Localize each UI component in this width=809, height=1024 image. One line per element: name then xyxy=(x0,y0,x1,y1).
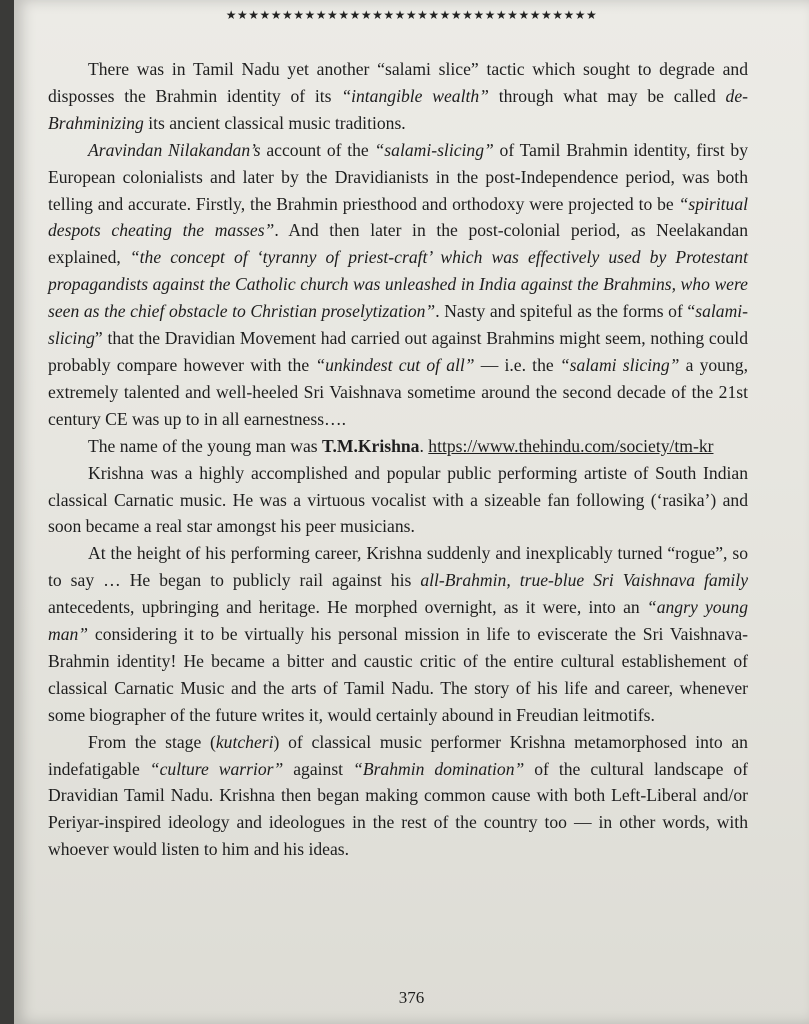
paragraph-4: Krishna was a highly accomplished and popular public performing artiste of South Indian classical Carnatic music. He was a virtuous vocalist with a sizeable fan following (‘rasika’) and soon became a real star amongst his peer musicians. xyxy=(48,462,748,537)
book-page xyxy=(14,0,809,1024)
paragraph-2 xyxy=(48,137,748,433)
text-run: . And then later in the post-colonial period, as Neelakandan explained, xyxy=(48,220,748,268)
ornament-divider: ★★★★★★★★★★★★★★★★★★★★★★★★★★★★★★★★★ xyxy=(225,8,598,22)
text-run: The name of the young man was xyxy=(88,435,323,456)
italic-run: de-Brahminizing xyxy=(48,85,748,133)
italic-run: “salami slicing” xyxy=(559,354,680,375)
text-run: — i.e. the xyxy=(474,354,560,375)
text-run: antecedents, upbringing and heritage. He morphed overnight, as it were, into an xyxy=(48,597,647,618)
text-run: . xyxy=(419,435,429,456)
italic-quote: “the concept of ‘tyranny of priest-craft’ which was effectively used by Protestant propagandists against the Catholic church was unleashed in India against the Brahmins, who were seen as the chief obstacle to Christian proselytization” xyxy=(48,247,748,322)
paragraph-5 xyxy=(48,540,748,728)
name-bold: T.M.Krishna xyxy=(322,435,420,456)
paragraph-6 xyxy=(48,729,748,864)
paragraph-3 xyxy=(48,433,748,460)
source-link[interactable]: https://www.thehindu.com/society/tm-kr xyxy=(428,435,714,456)
text-run: account of the xyxy=(260,139,375,160)
text-run: of the cultural landscape of Dravidian Tamil Nadu. Krishna then began making common cause with both Left-Liberal and/or Periyar-inspired ideology and ideologues in the rest of the country too — in other words, with whoever would listen to him and his ideas. xyxy=(48,758,748,860)
text-run: ” that the Dravidian Movement had carried out against Brahmins might seem, nothing could probably compare however with the xyxy=(48,328,748,375)
text-run: There was in Tamil Nadu yet another “salami slice” tactic which sought to degrade and disposses the Brahmin identity of its xyxy=(48,59,748,106)
text-run: . Nasty and spiteful as the forms of “ xyxy=(435,301,696,322)
italic-run: salami-slicing xyxy=(48,301,749,349)
text-run: through what may be called xyxy=(488,85,726,106)
text-run: its ancient classical music traditions. xyxy=(143,112,406,133)
paragraph-1 xyxy=(48,56,748,137)
italic-run: “intangible wealth” xyxy=(341,85,489,106)
italic-run: “salami-slicing” xyxy=(374,139,494,160)
italic-run: all-Brahmin, true-blue Sri Vaishnava family xyxy=(420,570,748,591)
page-number: 376 xyxy=(398,988,425,1007)
text-run: considering it to be virtually his personal mission in life to eviscerate the Sri Vaishnava-Brahmin identity! He became a bitter and caustic critic of the entire cultural establishement of classical Carnatic Music and the arts of Tamil Nadu. The story of his life and career, whenever some biographer of the future writes it, would certainly abound in Freudian leitmotifs. xyxy=(48,624,748,725)
italic-run: “angry young man” xyxy=(48,597,748,645)
italic-run: Aravindan Nilakandan’s xyxy=(88,139,261,160)
italic-run: “unkindest cut of all” xyxy=(315,354,475,375)
text-run: From the stage ( xyxy=(88,731,216,752)
text-run: a young, extremely talented and well-heeled Sri Vaishnava sometime around the second decade of the 21st century CE was up to in all earnestness…. xyxy=(48,354,748,429)
text-run: of Tamil Brahmin identity, first by European colonialists and later by the Dravidianists in the post-Independence period, was both telling and accurate. Firstly, the Brahmin priesthood and orthodoxy were projected to be xyxy=(48,139,749,214)
body-text xyxy=(48,56,748,863)
text-run: ) of classical music performer Krishna metamorphosed into an indefatigable xyxy=(48,731,748,779)
text-run: against xyxy=(283,758,354,779)
text-run: At the height of his performing career, Krishna suddenly and inexplicably turned “rogue”, so to say … He began to publicly rail against his xyxy=(48,543,748,591)
italic-run: kutcheri xyxy=(215,731,274,752)
italic-run: “Brahmin domination” xyxy=(353,758,525,779)
italic-run: “culture warrior” xyxy=(149,758,284,779)
italic-run: “spiritual despots cheating the masses” xyxy=(48,193,748,241)
